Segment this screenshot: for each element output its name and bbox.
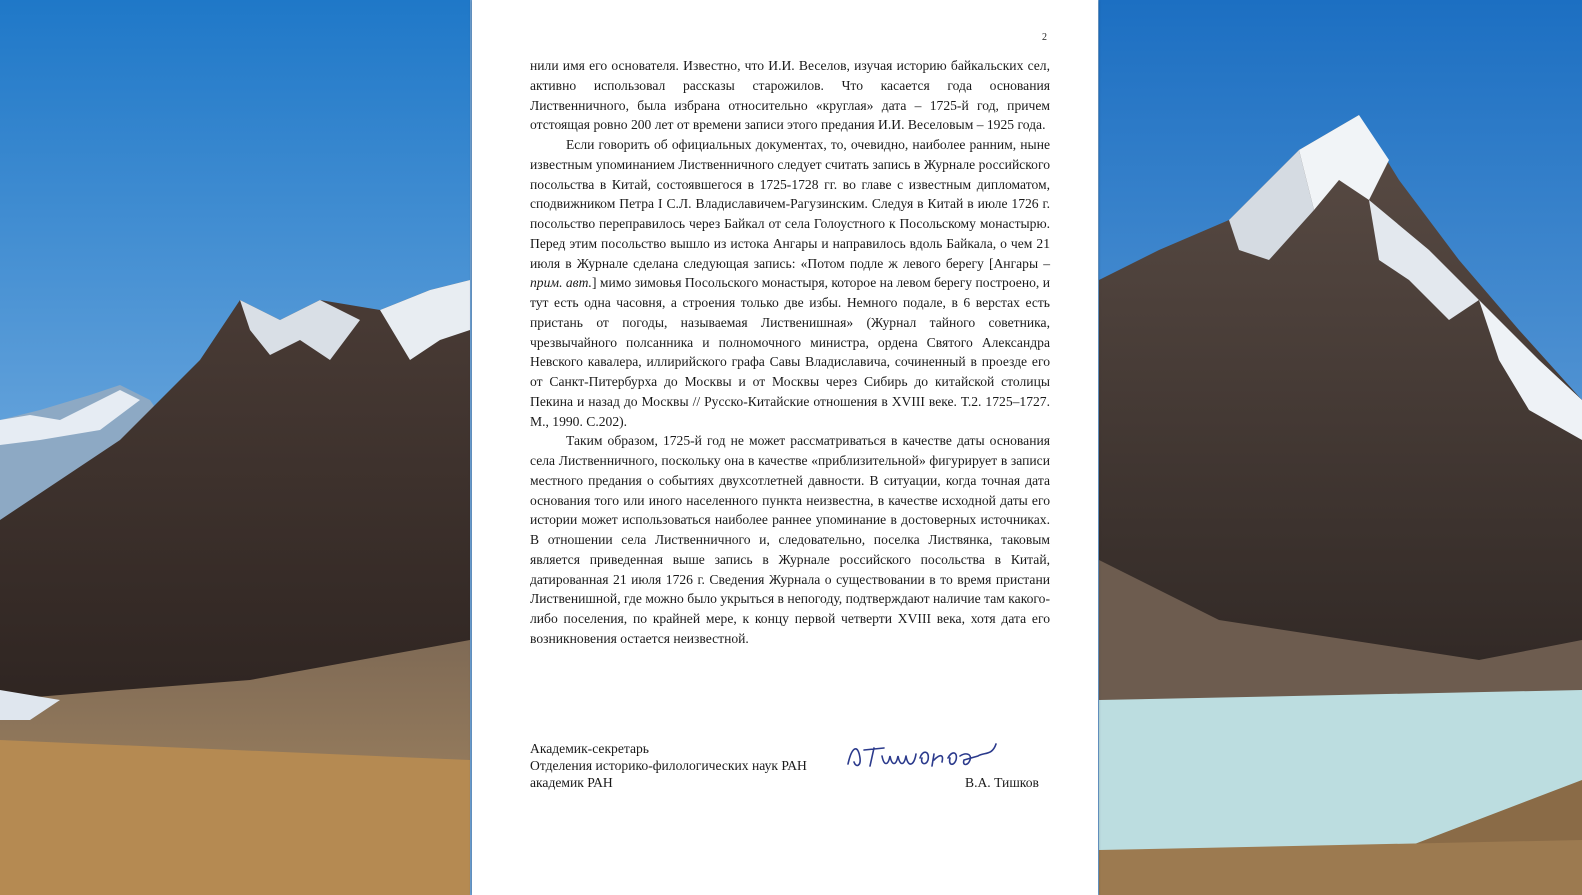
- left-mountain-photo: [0, 0, 470, 895]
- editor-note: прим. авт.: [530, 275, 592, 291]
- document-body: [530, 56, 1050, 649]
- paragraph-2: [530, 135, 1050, 431]
- paragraph-3: Таким образом, 1725-й год не может рассматриваться в качестве даты основания села Лиственничного, поскольку она в качестве «приблизительной» фигурирует в записи местного предания о событиях двухсотлетней давности. В ситуации, когда точная дата основания того или иного населенного пункта неизвестна, в качестве исходной даты его истории может использоваться наиболее раннее упоминание в достоверных источниках. В отношении села Лиственничного и, следовательно, поселка Листвянка, таковым является приведенная выше запись в Журнале российского посольства в Китай, датированная 21 июля 1726 г. Сведения Журнала о существовании в то время пристани Лиственишной, где можно было укрыться в непогоду, подтверждают наличие там какого-либо поселения, по крайней мере, к концу первой четверти XVIII века, хотя дата его возникновения остается неизвестной.: [530, 433, 1050, 646]
- signer-name: В.А. Тишков: [965, 775, 1039, 790]
- right-mountain-photo: [1099, 0, 1582, 895]
- handwritten-signature: [844, 736, 1004, 776]
- page-number: 2: [1042, 32, 1047, 43]
- signatory-title-line-2: Отделения историко-филологических наук РАН: [530, 758, 807, 773]
- right-mountain-image: [1099, 0, 1582, 895]
- signatory-title-line-1: Академик-секретарь: [530, 741, 650, 756]
- signatory-title: [530, 740, 807, 791]
- signatory-title-line-3: академик РАН: [530, 775, 613, 790]
- document-page: [472, 0, 1098, 895]
- left-mountain-image: [0, 0, 470, 895]
- paragraph-2-text-after: ] мимо зимовья Посольского монастыря, которое на левом берегу построено, и тут есть одна часовня, а строения только две избы. Немного подале, в 6 верстах есть пристань от погоды, называемая Лиственишная» (Журнал тайного советника, чрезвычайного полсанника и полномочного министра, ордена Святого Александра Невского кавалера, иллирийского графа Савы Владиславича, сочиненный в проезде его от Санкт-Питербурха до Москвы и от Москвы через Сибирь до китайской столицы Пекина и назад до Москвы // Русско-Китайские отношения в XVIII веке. Т.2. 1725–1727. М., 1990. С.202).: [530, 275, 1050, 429]
- paragraph-2-text-before: Если говорить об официальных документах, то, очевидно, наиболее ранним, ныне известным упоминанием Лиственничного следует считать запись в Журнале российского посольства в Китай, состоявшегося в 1725-1728 гг. во главе с известным дипломатом, сподвижником Петра I С.Л. Владиславичем-Рагузинским. Следуя в Китай в июле 1726 г. посольство переправилось через Байкал от села Голоустного к Посольскому монастырю. Перед этим посольство вышло из истока Ангары и направилось вдоль Байкала, о чем 21 июля в Журнале сделана следующая запись: «Потом подле ж левого берегу [Ангары –: [530, 137, 1050, 271]
- paragraph-1: нили имя его основателя. Известно, что И.И. Веселов, изучая историю байкальских сел, активно использовал рассказы старожилов. Что касается года основания Лиственничного, была избрана относительно «круглая» дата – 1725-й год, причем отстоящая ровно 200 лет от времени записи этого предания И.И. Веселовым – 1925 года.: [530, 58, 1050, 133]
